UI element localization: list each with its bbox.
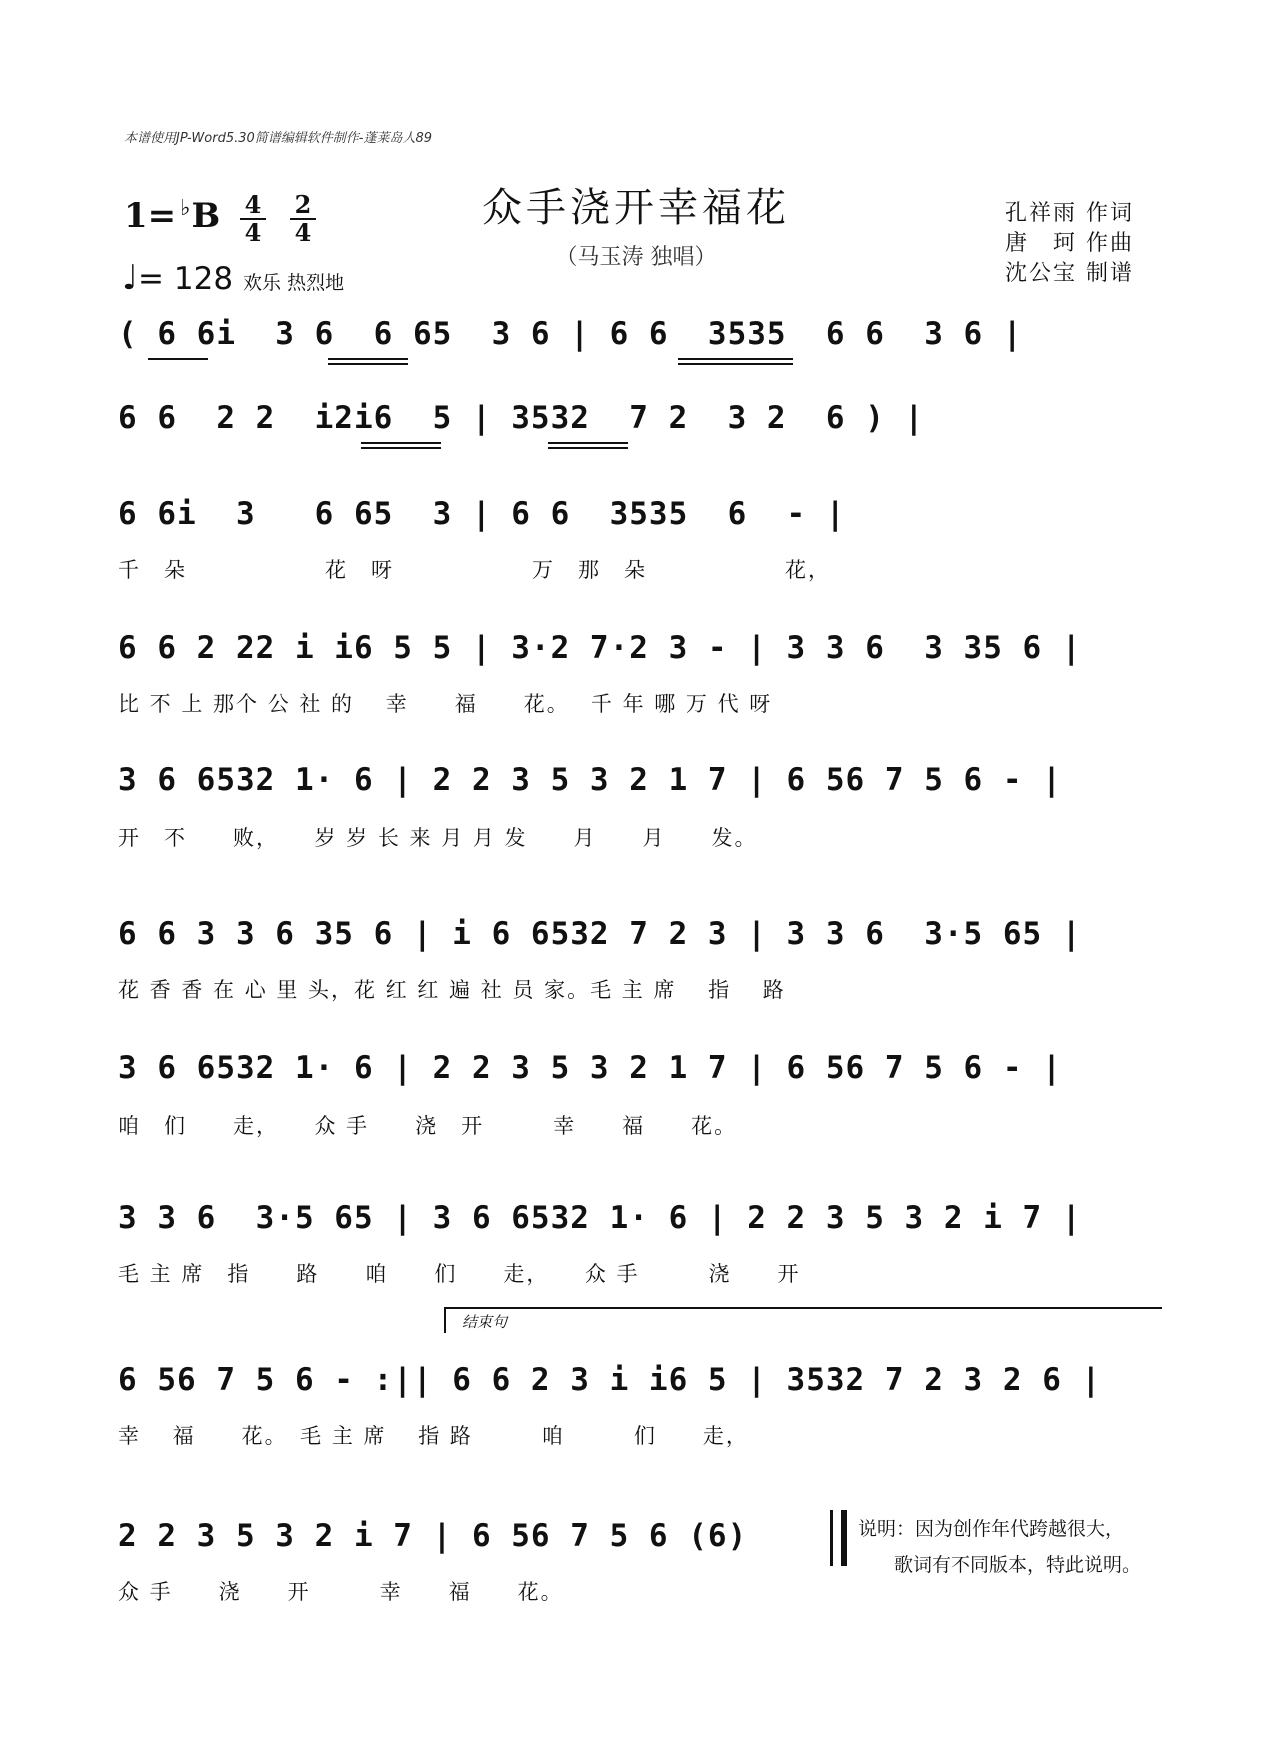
- song-title: 众手浇开幸福花: [482, 185, 790, 231]
- ending-bracket: [444, 1307, 1162, 1333]
- flat-symbol: ♭: [180, 196, 191, 221]
- time-signature-4-4: [238, 192, 268, 246]
- tempo-value: = 128: [138, 261, 234, 297]
- tempo-expression: 欢乐 热烈地: [243, 272, 345, 294]
- notes-line: 3 6 6532 1· 6 | 2 2 3 5 3 2 1 7 | 6 56 7 5 6 - |: [118, 762, 1062, 798]
- lyrics-line: 众 手 浇 开 幸 福 花。: [118, 1580, 564, 1604]
- key-prefix: 1=: [124, 196, 177, 236]
- key-letter: B: [191, 196, 221, 236]
- notes-line: ( 6 6i 3 6 6 65 3 6 | 6 6 3535 6 6 3 6 |: [118, 316, 1023, 352]
- tempo-marking: [122, 258, 344, 298]
- lyrics-line: 千 朵 花 呀 万 那 朵 花，: [118, 558, 831, 582]
- double-barline-icon: [830, 1510, 847, 1566]
- key-signature: [124, 196, 220, 236]
- lyrics-line: 花 香 香 在 心 里 头，花 红 红 遍 社 员 家。毛 主 席 指 路: [118, 978, 786, 1002]
- notes-line: 6 6 2 22 i i6 5 5 | 3·2 7·2 3 - | 3 3 6 3 35 6 |: [118, 630, 1082, 666]
- meter1-top: 4: [244, 190, 262, 219]
- time-signature-2-4: [288, 192, 318, 246]
- transcriber-credit: 沈公宝 制谱: [1005, 261, 1134, 286]
- lyrics-line: 毛 主 席 指 路 咱 们 走， 众 手 浇 开: [118, 1262, 801, 1286]
- notes-line: 6 56 7 5 6 - :|| 6 6 2 3 i i6 5 | 3532 7 2 3 2 6 |: [118, 1362, 1102, 1398]
- lyricist-credit: 孔祥雨 作词: [1005, 201, 1134, 226]
- notes-line: 6 6 3 3 6 35 6 | i 6 6532 7 2 3 | 3 3 6 3·5 65 |: [118, 916, 1082, 952]
- lyrics-line: 咱 们 走， 众 手 浇 开 幸 福 花。: [118, 1114, 738, 1138]
- meter2-top: 2: [294, 190, 312, 219]
- lyrics-line: 幸 福 花。 毛 主 席 指 路 咱 们 走，: [118, 1424, 749, 1448]
- meter2-bottom: 4: [294, 218, 312, 247]
- composer-credit: 唐 珂 作曲: [1005, 231, 1134, 256]
- lyrics-line: 开 不 败， 岁 岁 长 来 月 月 发 月 月 发。: [118, 826, 758, 850]
- ending-label: 结束句: [462, 1313, 508, 1331]
- notes-line: 2 2 3 5 3 2 i 7 | 6 56 7 5 6 (6): [118, 1518, 748, 1554]
- software-credit: 本谱使用JP-Word5.30简谱编辑软件制作-蓬莱岛人89: [124, 131, 433, 146]
- lyrics-line: 比 不 上 那个 公 社 的 幸 福 花。 千 年 哪 万 代 呀: [118, 692, 773, 716]
- quarter-note-icon: ♩: [122, 258, 139, 298]
- notes-line: 3 6 6532 1· 6 | 2 2 3 5 3 2 1 7 | 6 56 7 5 6 - |: [118, 1050, 1062, 1086]
- remark-line-1: 说明：因为创作年代跨越很大，: [858, 1518, 1125, 1540]
- song-subtitle: （马玉涛 独唱）: [555, 245, 717, 270]
- remark-line-2: 歌词有不同版本，特此说明。: [894, 1554, 1142, 1576]
- notes-line: 6 6i 3 6 65 3 | 6 6 3535 6 - |: [118, 496, 846, 532]
- notes-line: 6 6 2 2 i2i6 5 | 3532 7 2 3 2 6 ) |: [118, 400, 925, 436]
- notes-line: 3 3 6 3·5 65 | 3 6 6532 1· 6 | 2 2 3 5 3 2 i 7 |: [118, 1200, 1082, 1236]
- meter1-bottom: 4: [244, 218, 262, 247]
